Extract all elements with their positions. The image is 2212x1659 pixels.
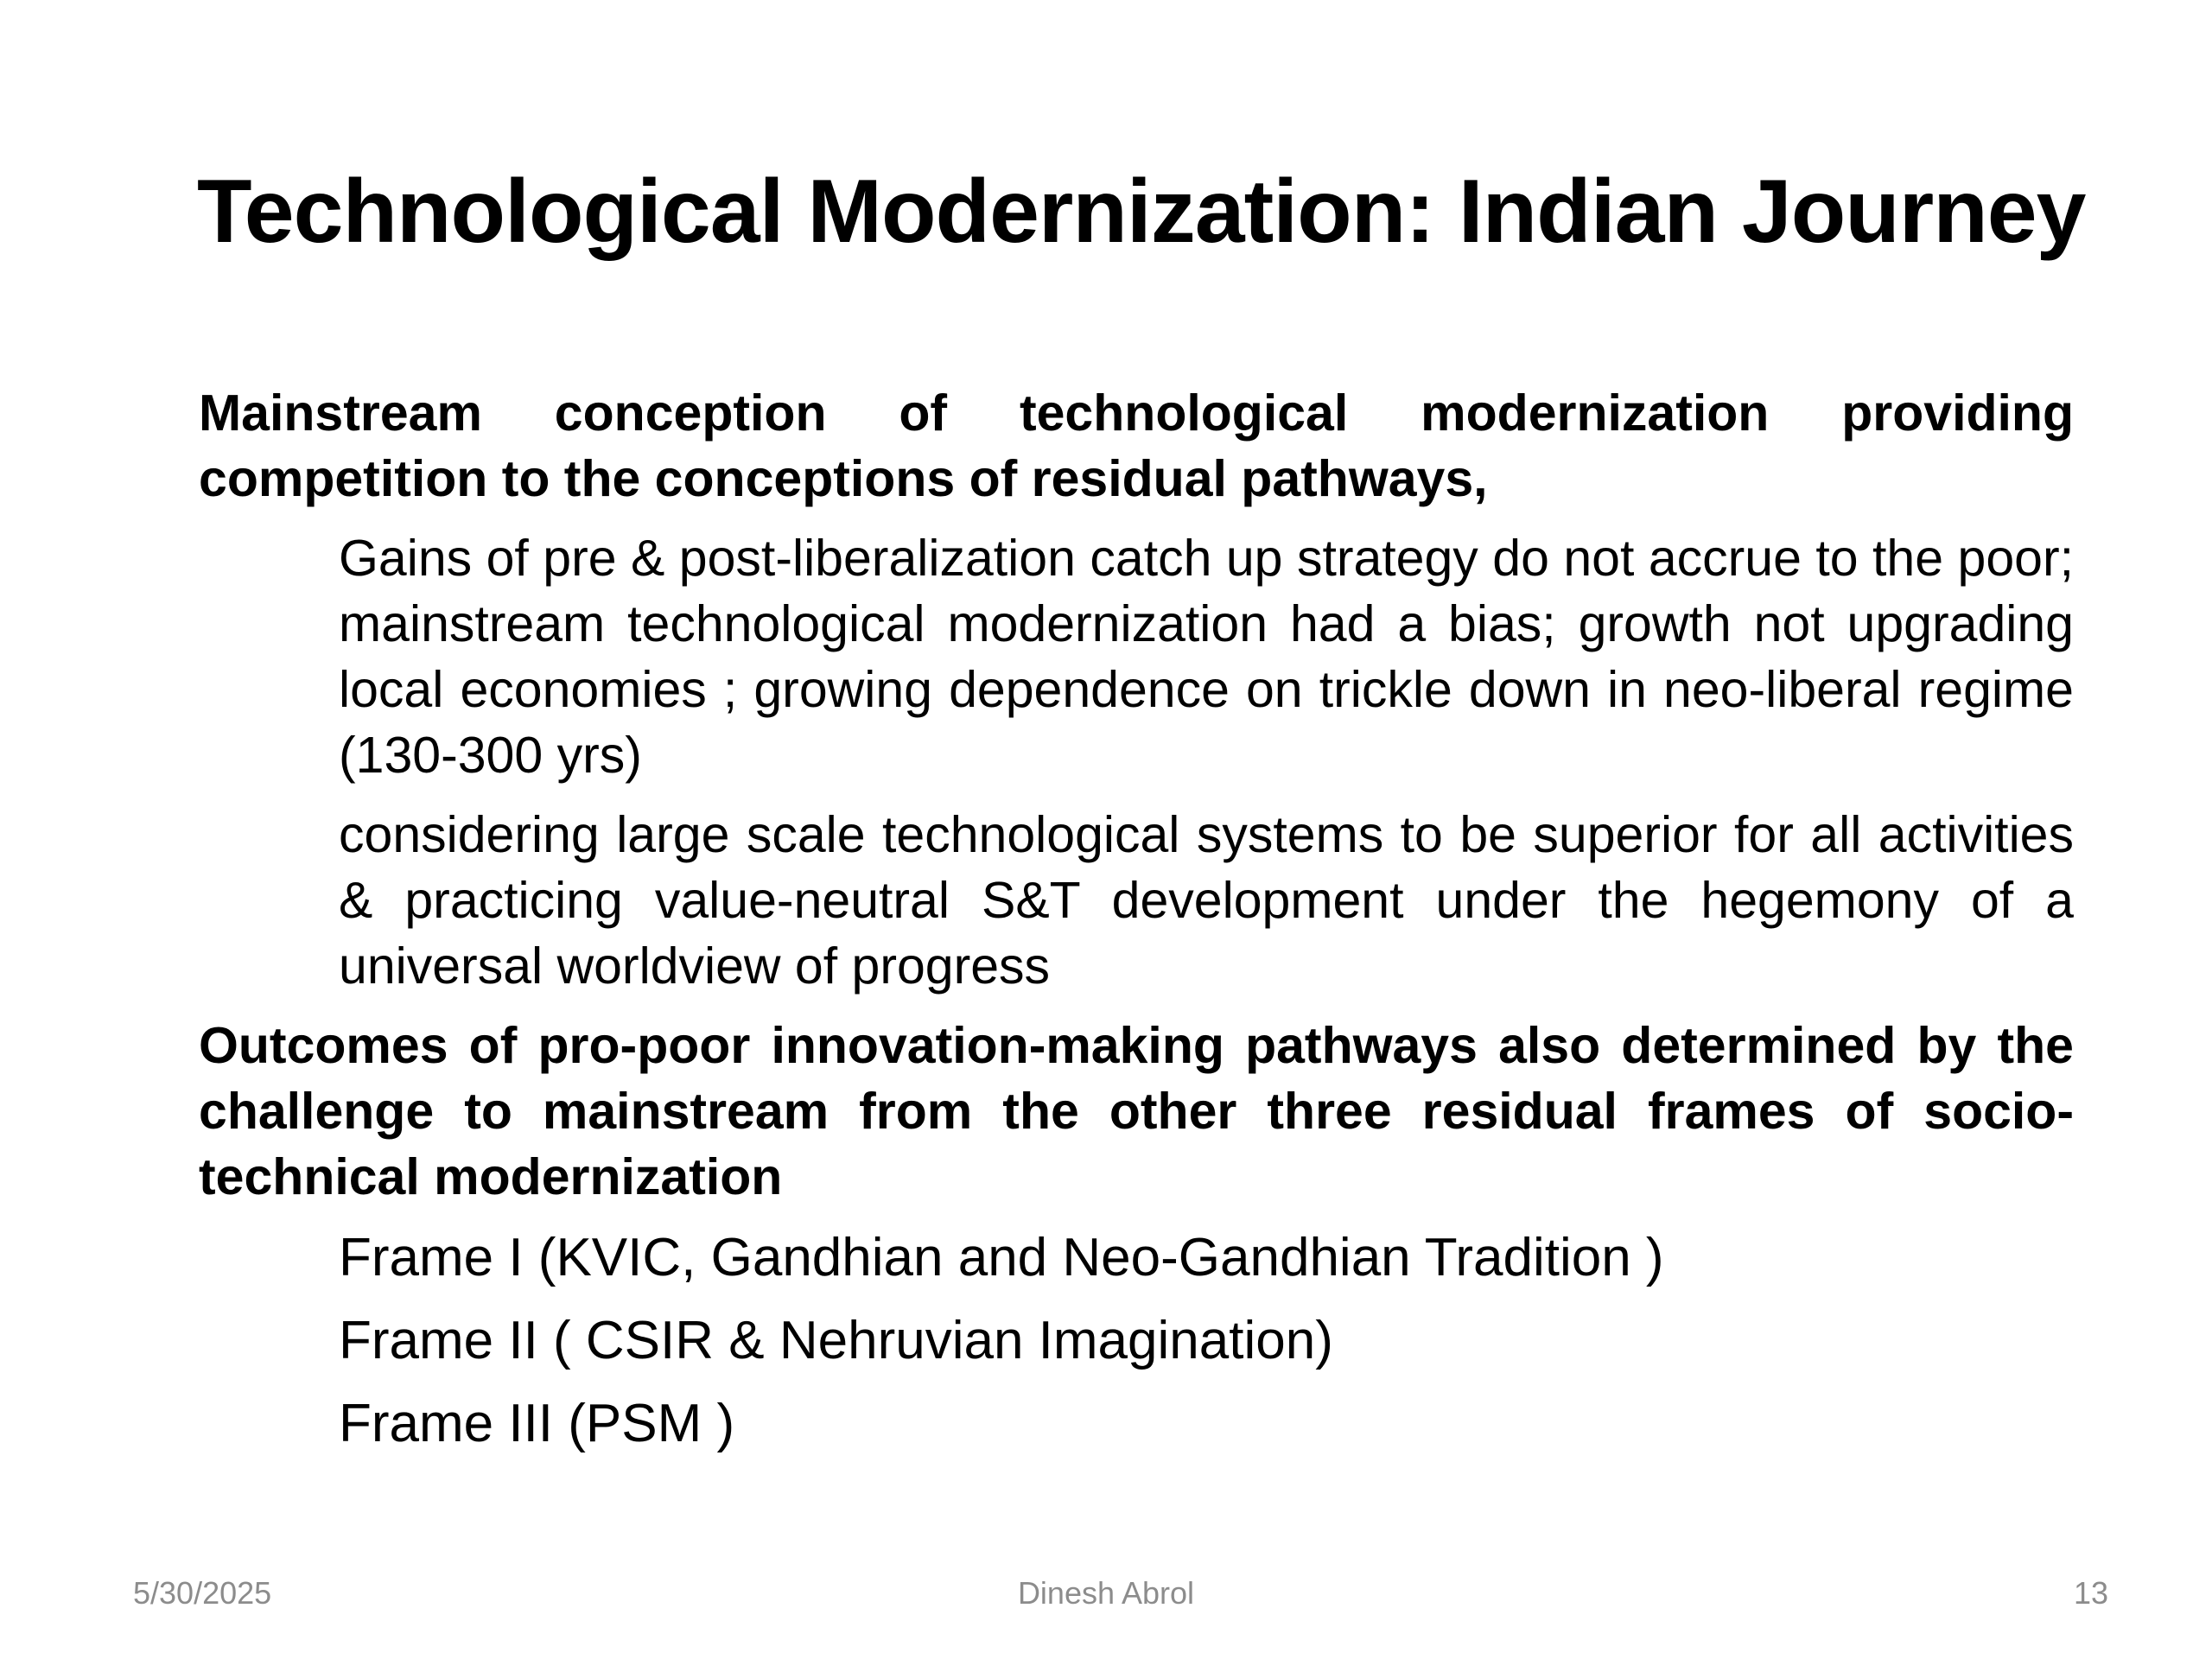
bullet-outcomes: Outcomes of pro-poor innovation-making pathways also determined by the challenge to mainstream from the other three residual frames of socio-technical modernization [199, 1017, 2074, 1205]
sub-bullet-large-scale-systems: considering large scale technological systems to be superior for all activities & practicing value-neutral S&T development under the hegemony of a universal worldview of progress [339, 806, 2074, 995]
slide-title: Technological Modernization: Indian Journey [197, 162, 2086, 262]
footer-page-number: 13 [2073, 1575, 2108, 1611]
sub-bullet-frame-2: Frame II ( CSIR & Nehruvian Imagination) [339, 1311, 1333, 1370]
footer-author: Dinesh Abrol [1017, 1575, 1195, 1611]
slide-body [199, 380, 2074, 1472]
sub-bullet-frame-1: Frame I (KVIC, Gandhian and Neo-Gandhian Tradition ) [339, 1228, 1664, 1287]
sub-bullet-frame-3: Frame III (PSM ) [339, 1394, 735, 1453]
sub-bullet-gains: Gains of pre & post-liberalization catch up strategy do not accrue to the poor; mainstream technological modernization had a bias; growth not upgrading local economies ; growing dependence on trickle down in neo-liberal regime (130-300 yrs) [339, 530, 2074, 784]
bullet-mainstream-conception: Mainstream conception of technological modernization providing competition to the conceptions of residual pathways, [199, 385, 2074, 507]
footer-date: 5/30/2025 [133, 1575, 272, 1611]
